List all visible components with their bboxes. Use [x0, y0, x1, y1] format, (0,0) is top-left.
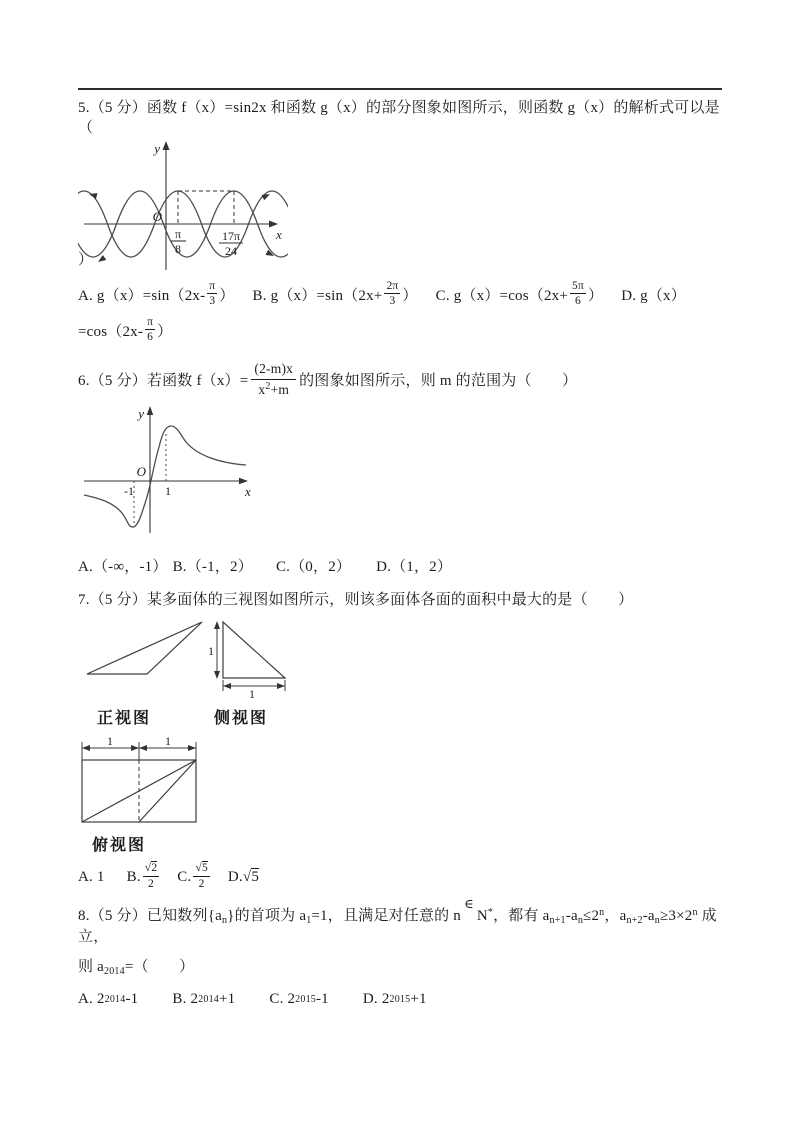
front-view-figure	[84, 616, 204, 701]
option-c	[269, 991, 329, 1008]
option-text: -1	[125, 990, 139, 1007]
option-b	[172, 991, 235, 1008]
top-view-diagonal2	[139, 760, 196, 822]
fraction-den: 2	[148, 877, 154, 890]
problem-8-options	[78, 991, 722, 1008]
den-exponent: 2	[265, 380, 271, 392]
option-a: A.（-∞，-1）	[78, 559, 168, 576]
fraction-num: π	[145, 316, 155, 331]
problem-6-figure-wrap	[80, 403, 722, 545]
fraction-den: 3	[389, 295, 396, 308]
top-divider	[78, 88, 722, 90]
radicand: 2	[151, 862, 158, 875]
option-b	[127, 863, 162, 891]
stem-text: -a	[565, 907, 578, 924]
side-height-dim: 1	[208, 644, 214, 659]
stem-text: N	[476, 907, 488, 924]
option-b: B.（-1，2）	[172, 559, 253, 576]
option-text: D.	[227, 868, 243, 885]
radicand: 5	[251, 869, 260, 886]
problem-5-stem: 5.（5 分）函数 f（x）=sin2x 和函数 g（x）的部分图象如图所示，则函数 g（x）的解析式可以是（	[78, 100, 720, 137]
tick-pi-over-8-den: 8	[175, 241, 181, 256]
fraction-den: 2	[198, 877, 205, 890]
x-axis-label: x	[245, 484, 251, 500]
y-axis-label: y	[154, 140, 160, 156]
subscript: 2014	[104, 966, 125, 978]
problem-5-options-line1	[78, 281, 722, 309]
origin-label: O	[152, 208, 162, 224]
trig-graph-figure	[78, 139, 288, 275]
option-c: C.（0，2）	[275, 559, 352, 576]
option-text: +1	[218, 990, 236, 1007]
stem-text: ≤2	[583, 907, 600, 924]
function-fraction	[251, 361, 296, 397]
option-text: D. 2	[362, 990, 390, 1007]
option-a: A. 1	[78, 868, 105, 885]
stem-text: =1，且满足对任意的 n	[311, 907, 462, 924]
option-text: B. g（x）=sin（2x+	[252, 288, 383, 305]
fraction-den: 3	[209, 295, 216, 308]
subscript: n	[577, 914, 584, 926]
tick-neg1: -1	[124, 484, 134, 499]
option-d	[228, 868, 259, 886]
stem-text: 则 a	[78, 959, 105, 976]
top-view-caption: 俯视图	[92, 837, 147, 855]
fraction	[570, 280, 586, 308]
problem-5-options-line2	[78, 317, 722, 345]
option-text: ）	[157, 324, 173, 341]
superscript: 2015	[295, 993, 316, 1005]
dim-arrow-icon	[139, 745, 147, 751]
dim-arrow-icon	[188, 745, 196, 751]
fraction	[207, 280, 217, 308]
stem-text: 8.（5 分）已知数列{a	[78, 907, 222, 924]
option-b	[253, 281, 418, 309]
option-c	[177, 863, 212, 891]
radical-icon: √	[242, 868, 252, 885]
option-text: B. 2	[172, 990, 199, 1007]
stem-text: }的首项为 a	[227, 907, 307, 924]
origin-label: O	[136, 464, 146, 480]
stem-text: -a	[642, 907, 655, 924]
fraction-den: 6	[575, 295, 581, 308]
radical-icon: √	[195, 862, 202, 875]
fraction-num	[143, 862, 159, 877]
fraction-num: 2π	[384, 280, 400, 295]
stem-text: ，a	[604, 907, 627, 924]
top-left-dim: 1	[107, 736, 113, 749]
superscript: 2015	[389, 993, 411, 1005]
superscript: 2014	[198, 993, 219, 1005]
superscript: n	[599, 906, 605, 918]
curve-arrow-icon	[96, 254, 106, 264]
dim-arrow-icon	[214, 621, 220, 629]
problem-8-stem-line1	[78, 895, 722, 948]
fraction	[143, 862, 159, 890]
y-axis-label: y	[138, 406, 144, 422]
fraction-num: π	[207, 280, 217, 295]
fraction	[145, 316, 155, 344]
top-right-dim: 1	[165, 736, 171, 749]
problem-7-options	[78, 863, 722, 891]
front-view-caption: 正视图	[97, 710, 152, 728]
option-text: -1	[315, 990, 329, 1007]
stem-text: ≥3×2	[659, 907, 693, 924]
stem-text: 6.（5 分）若函数 f（x）=	[78, 372, 249, 389]
den-rest: +m	[270, 381, 290, 397]
option-a	[78, 991, 138, 1008]
fraction-den: 6	[147, 331, 154, 344]
option-d-part1: D. g（x）	[621, 288, 686, 305]
subscript: n+1	[549, 914, 566, 926]
element-of-symbol: ∈	[464, 895, 474, 911]
problem-5-figure-wrap	[78, 139, 722, 275]
problem-6-stem	[78, 361, 722, 397]
superscript: n	[692, 906, 698, 918]
dim-arrow-icon	[223, 683, 231, 689]
dim-arrow-icon	[82, 745, 90, 751]
stem-text: 的图象如图所示，则 m 的范围为（ ）	[299, 372, 578, 389]
option-text: ）	[588, 288, 604, 305]
top-view-figure	[78, 736, 213, 828]
option-text: ）	[219, 288, 235, 305]
three-views-row	[84, 616, 722, 728]
den-base: x	[258, 381, 266, 397]
function-curve	[84, 426, 246, 527]
subscript: n	[221, 914, 228, 926]
tick-17pi-over-24-num: 17π	[221, 228, 241, 243]
option-text: A. 2	[78, 990, 105, 1007]
superscript: 2014	[104, 993, 126, 1005]
stem-text: 成立，	[78, 907, 717, 946]
top-view-block	[78, 736, 722, 855]
side-width-dim: 1	[249, 687, 255, 702]
subscript: n	[654, 914, 660, 926]
side-view-figure	[204, 616, 296, 701]
tick-pi-over-8-num: π	[174, 226, 182, 241]
option-text: +1	[410, 990, 427, 1007]
option-d-part2	[78, 317, 172, 345]
option-text: C. 2	[269, 990, 296, 1007]
problem-6-options	[78, 555, 722, 576]
problem-8-stem-line2	[78, 957, 722, 979]
subscript: n+2	[626, 914, 643, 926]
option-text: ）	[402, 288, 418, 305]
stem-text: ，都有 a	[493, 907, 550, 924]
dim-arrow-icon	[131, 745, 139, 751]
y-axis-arrow-icon	[147, 406, 153, 415]
y-axis-arrow-icon	[163, 141, 170, 150]
option-text: C. g（x）=cos（2x+	[435, 288, 569, 305]
option-text: B.	[126, 868, 141, 885]
fraction	[384, 280, 400, 308]
stem-text: =（ ）	[124, 959, 195, 976]
front-view-triangle	[87, 622, 202, 674]
radical-icon: √	[144, 862, 152, 875]
problem-7-stem: 7.（5 分）某多面体的三视图如图所示，则该多面体各面的面积中最大的是（ ）	[78, 592, 634, 609]
option-a	[78, 281, 235, 309]
dim-arrow-icon	[214, 671, 220, 679]
stem-close-paren: ）	[78, 251, 94, 268]
dim-arrow-icon	[277, 683, 285, 689]
tick-17pi-over-24-den: 24	[225, 243, 237, 258]
option-text: =cos（2x-	[78, 324, 144, 341]
option-d	[363, 991, 427, 1008]
option-d: D.（1，2）	[376, 559, 453, 576]
subscript: 1	[306, 914, 312, 926]
fraction-den	[258, 380, 289, 398]
side-view-block	[204, 616, 296, 728]
fraction-num	[193, 862, 209, 877]
option-c	[436, 281, 604, 309]
odd-function-graph-figure	[80, 403, 255, 545]
fraction	[193, 862, 209, 890]
radicand: 5	[201, 862, 208, 875]
side-view-triangle	[223, 622, 285, 678]
fraction-num: (2-m)x	[251, 361, 296, 380]
tick-pos1: 1	[165, 484, 171, 499]
side-view-caption: 侧视图	[214, 710, 269, 728]
superscript: *	[487, 906, 494, 918]
x-axis-label: x	[276, 226, 282, 242]
option-text: C.	[177, 868, 192, 885]
front-view-block	[84, 616, 204, 728]
fraction-num: 5π	[570, 280, 586, 295]
option-text: A. g（x）=sin（2x-	[78, 288, 206, 305]
